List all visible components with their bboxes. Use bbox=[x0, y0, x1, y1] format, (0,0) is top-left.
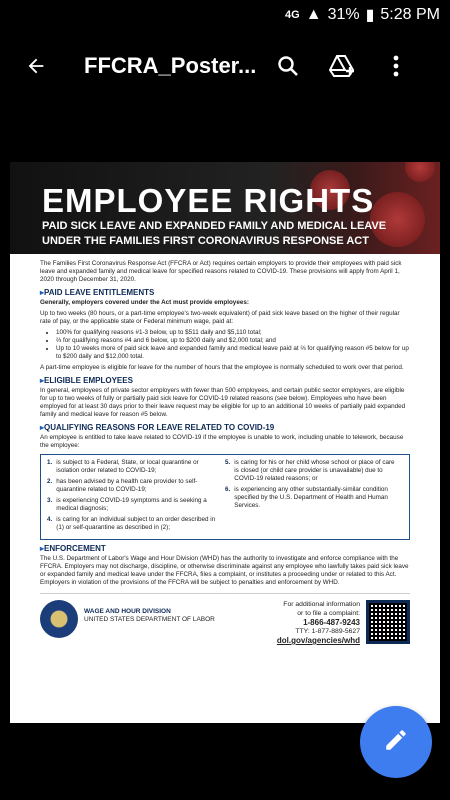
section-heading: ▸ QUALIFYING REASONS FOR LEAVE RELATED TO COVID-19 bbox=[40, 424, 410, 432]
poster-body bbox=[10, 254, 440, 645]
battery-level: 31% bbox=[327, 6, 360, 23]
poster-subtitle-1: PAID SICK LEAVE AND EXPANDED FAMILY AND MEDICAL LEAVE bbox=[42, 220, 387, 232]
arrow-left-icon[interactable] bbox=[8, 38, 64, 94]
poster-footer bbox=[40, 593, 410, 645]
clock: 5:28 PM bbox=[380, 6, 440, 23]
list-item: • 100% for qualifying reasons #1-3 below, up to $511 daily and $5,110 total; bbox=[56, 329, 410, 337]
website-link[interactable]: dol.gov/agencies/whd bbox=[276, 636, 360, 645]
tty-number: TTY: 1-877-889-5627 bbox=[295, 628, 360, 635]
poster-title: EMPLOYEE RIGHTS bbox=[42, 182, 375, 219]
add-to-drive-icon[interactable] bbox=[318, 42, 366, 90]
document-page[interactable] bbox=[10, 162, 440, 723]
list-item: 6. is experiencing any other substantially-similar condition specified by the U.S. Department of Health and Human Services. bbox=[225, 486, 388, 509]
agency-name: WAGE AND HOUR DIVISION bbox=[84, 608, 171, 615]
paragraph: A part-time employee is eligible for leave for the number of hours that the employee is normally scheduled to work over that period. bbox=[40, 364, 404, 371]
pencil-edit-icon bbox=[383, 727, 409, 758]
list-item: 1. is subject to a Federal, State, or local quarantine or isolation order related to COVID-19; bbox=[47, 459, 199, 474]
list-item: 4. is caring for an individual subject to an order described in (1) or self-quarantine as described in (2); bbox=[47, 516, 216, 531]
phone-number: 1-866-487-9243 bbox=[303, 618, 360, 627]
section-heading: ▸ ENFORCEMENT bbox=[40, 545, 410, 553]
paragraph: The U.S. Department of Labor's Wage and Hour Division (WHD) has the authority to investigate and enforce compliance with the FFCRA. Employers may not discharge, discipline, or otherwise discriminate against any employee who lawfully takes paid sick leave or expanded family and medical leave under the FFCRA, files a complaint, or institutes a proceeding under or related to this Act. Employers in violation of the provisions of the FFCRA will be subject to penalties and enforcement by WHD. bbox=[40, 555, 409, 586]
qualifying-reasons-box bbox=[40, 454, 410, 540]
intro-paragraph: The Families First Coronavirus Response Act (FFCRA or Act) requires certain employers to provide their employees with paid sick leave and expanded family and medical leave for specified reasons related to COVID-19. These provisions will apply from April 1, 2020 through December 31, 2020. bbox=[40, 260, 402, 283]
dol-seal-icon bbox=[40, 600, 78, 638]
agency-department: UNITED STATES DEPARTMENT OF LABOR bbox=[84, 616, 215, 623]
pay-bullet-list bbox=[48, 329, 410, 361]
battery-icon: ▮ bbox=[365, 7, 375, 24]
poster-header bbox=[10, 162, 440, 254]
list-item: 3. is experiencing COVID-19 symptoms and is seeking a medical diagnosis; bbox=[47, 497, 207, 512]
paragraph: Up to two weeks (80 hours, or a part-time employee's two-week equivalent) of paid sick leave based on the higher of their regular rate of pay, or the applicable state or Federal minimum wage, paid at: bbox=[40, 310, 400, 325]
qr-code-icon bbox=[366, 600, 410, 644]
list-item: • ⅔ for qualifying reasons #4 and 6 below, up to $200 daily and $2,000 total; and bbox=[56, 337, 410, 345]
app-bar bbox=[0, 30, 450, 102]
section-heading: ▸ PAID LEAVE ENTITLEMENTS bbox=[40, 289, 410, 297]
list-item: 5. is caring for his or her child whose school or place of care is closed (or child care provider is unavailable) due to COVID-19 related reasons; or bbox=[225, 459, 395, 482]
paragraph: An employee is entitled to take leave related to COVID-19 if the employee is unable to work, including unable to telework, because the employee: bbox=[40, 434, 404, 449]
section-heading: ▸ ELIGIBLE EMPLOYEES bbox=[40, 377, 410, 385]
lead-text: Generally, employers covered under the Act must provide employees: bbox=[40, 299, 249, 306]
contact-text: For additional information bbox=[283, 601, 360, 608]
more-vert-icon[interactable] bbox=[372, 42, 420, 90]
virus-graphic bbox=[405, 162, 435, 182]
network-indicator: 4G bbox=[285, 9, 300, 21]
paragraph: In general, employees of private sector employers with fewer than 500 employees, and certain public sector employers, are eligible for up to two weeks of fully or partially paid sick leave for COVID-19 related reasons (see below). Employees who have been employed for at least 30 days prior to their leave request may be eligible for up to an additional 10 weeks of partially paid expanded family and medical leave for reason #5 below. bbox=[40, 387, 406, 418]
signal-icon: ▲ bbox=[305, 6, 322, 23]
edit-fab-button[interactable] bbox=[360, 706, 432, 778]
list-item: • Up to 10 weeks more of paid sick leave and expanded family and medical leave paid at ⅔ for qualifying reason #5 below for up to $200 daily and $12,000 total. bbox=[56, 345, 410, 361]
contact-text: or to file a complaint: bbox=[297, 610, 360, 617]
search-icon[interactable] bbox=[264, 42, 312, 90]
list-item: 2. has been advised by a health care provider to self-quarantine related to COVID-19; bbox=[47, 478, 198, 493]
status-bar bbox=[0, 0, 450, 30]
contact-block bbox=[277, 600, 360, 645]
document-title: FFCRA_Poster... bbox=[84, 53, 257, 78]
poster-subtitle-2: UNDER THE FAMILIES FIRST CORONAVIRUS RESPONSE ACT bbox=[42, 235, 369, 247]
